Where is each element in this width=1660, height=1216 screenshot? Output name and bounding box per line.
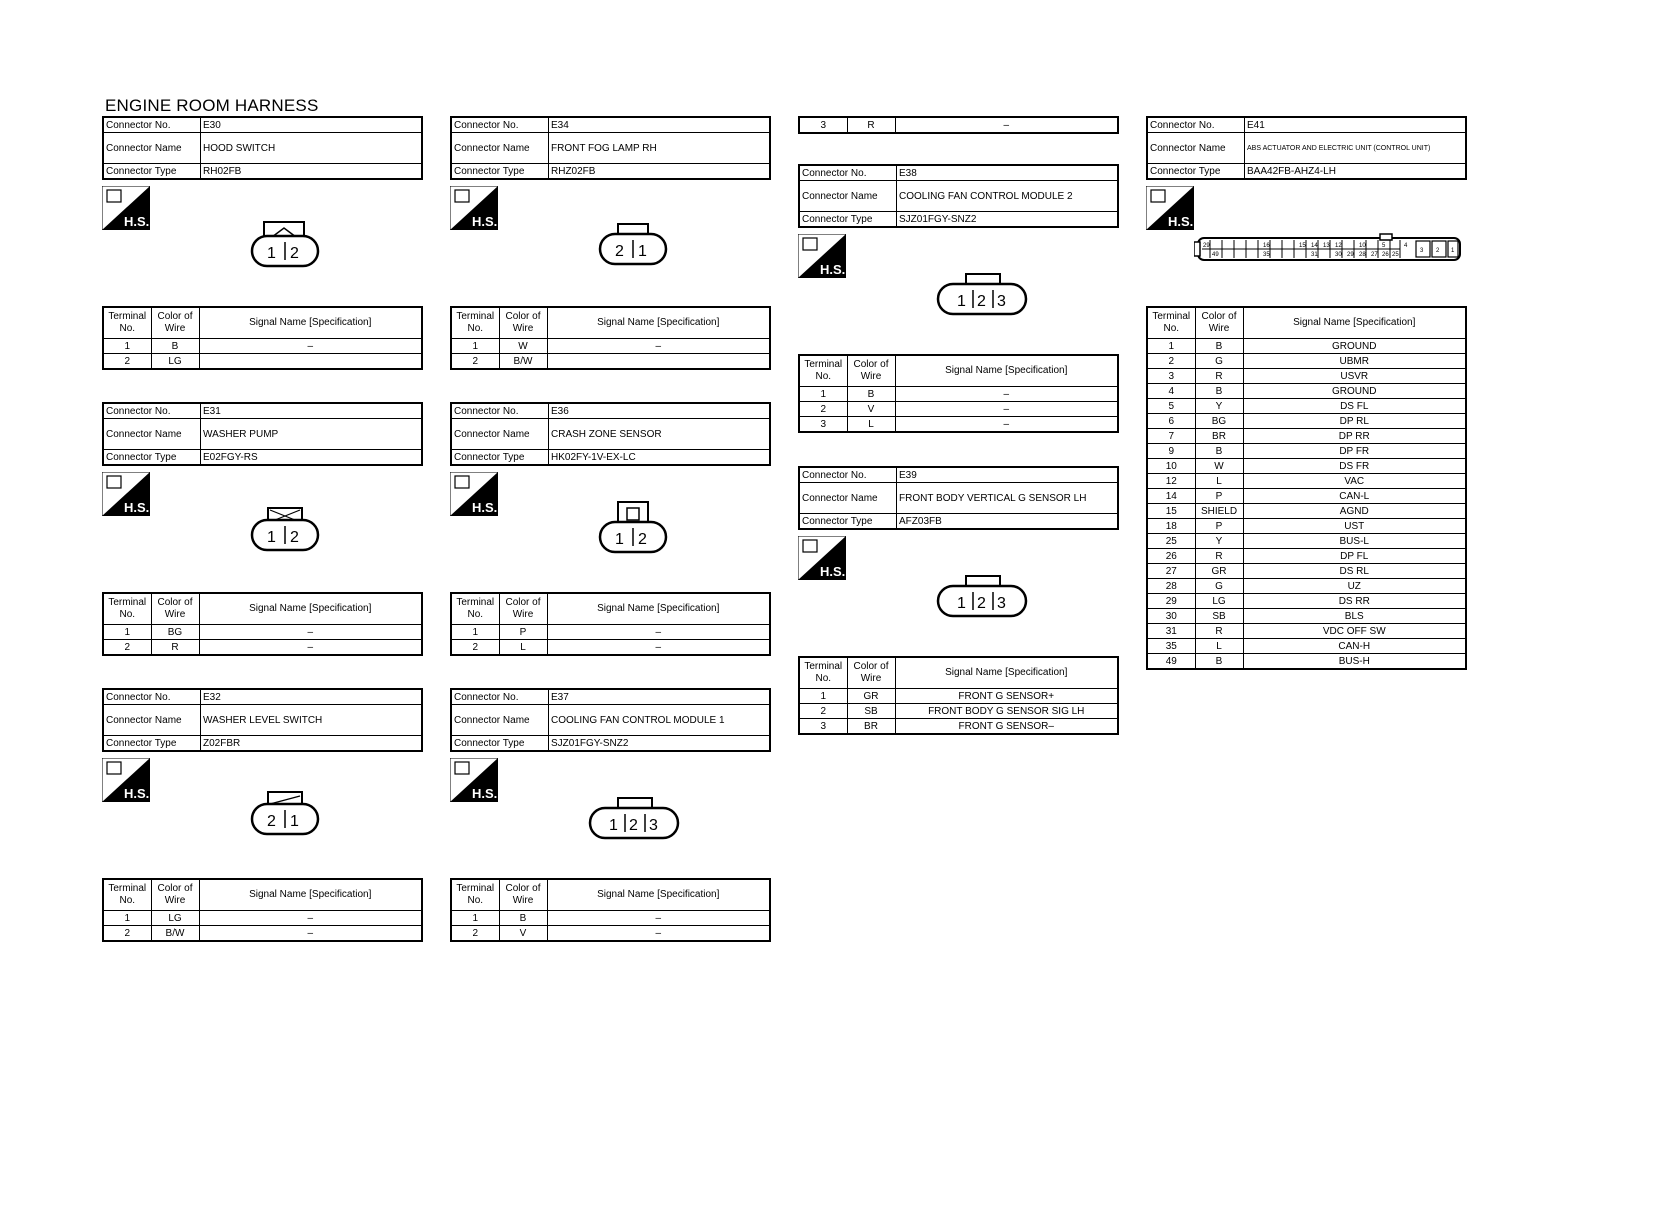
header-signal-name: Signal Name [Specification] <box>547 593 770 625</box>
header-color-of-wire: Color of Wire <box>151 307 199 339</box>
svg-text:2: 2 <box>615 243 624 260</box>
svg-text:2: 2 <box>290 529 299 546</box>
terminal-table-e30 <box>102 306 423 370</box>
connector-face-e36 <box>598 500 670 558</box>
svg-text:H.S.: H.S. <box>820 564 846 579</box>
table-row: 25 Y BUS-L <box>1147 534 1466 549</box>
connector-type-value: AFZ03FB <box>897 514 1119 530</box>
header-signal-name: Signal Name [Specification] <box>547 879 770 911</box>
svg-text:H.S.: H.S. <box>472 214 498 229</box>
svg-text:2: 2 <box>977 293 986 310</box>
table-row: 15 SHIELD AGND <box>1147 504 1466 519</box>
table-row: 12 L VAC <box>1147 474 1466 489</box>
svg-text:5: 5 <box>1382 243 1386 249</box>
svg-text:1: 1 <box>267 529 276 546</box>
table-row: 30 SB BLS <box>1147 609 1466 624</box>
table-row: 2 B/W <box>451 354 770 370</box>
header-color-of-wire: Color of Wire <box>499 879 547 911</box>
hs-connector-icon <box>1146 186 1194 230</box>
terminal-table-e38 <box>798 354 1119 433</box>
table-row: 5 Y DS FL <box>1147 399 1466 414</box>
connector-face-e31 <box>250 506 322 558</box>
svg-text:1: 1 <box>957 595 966 612</box>
svg-text:30: 30 <box>1335 252 1342 258</box>
table-row: 7 BR DP RR <box>1147 429 1466 444</box>
table-row: 1 P – <box>451 625 770 640</box>
terminal-table-e36 <box>450 592 771 656</box>
header-signal-name: Signal Name [Specification] <box>199 307 422 339</box>
connector-name-value: COOLING FAN CONTROL MODULE 2 <box>897 181 1119 212</box>
table-row: 2 LG <box>103 354 422 370</box>
connector-type-value: BAA42FB-AHZ4-LH <box>1245 164 1467 180</box>
label-connector-no: Connector No. <box>103 689 201 705</box>
label-connector-name: Connector Name <box>1147 133 1245 164</box>
svg-text:2: 2 <box>977 595 986 612</box>
svg-text:3: 3 <box>1420 248 1424 254</box>
svg-text:1: 1 <box>609 817 618 834</box>
label-connector-name: Connector Name <box>799 181 897 212</box>
header-color-of-wire: Color of Wire <box>1195 307 1243 339</box>
table-row: 3 R – <box>799 117 1118 133</box>
connector-face-e39 <box>936 574 1030 624</box>
svg-text:H.S.: H.S. <box>124 500 150 515</box>
svg-text:35: 35 <box>1263 252 1270 258</box>
svg-text:2: 2 <box>290 245 299 262</box>
header-signal-name: Signal Name [Specification] <box>1243 307 1466 339</box>
table-row: 1 B – <box>799 387 1118 402</box>
label-connector-name: Connector Name <box>451 133 549 164</box>
label-connector-type: Connector Type <box>1147 164 1245 180</box>
terminal-table-e34 <box>450 306 771 370</box>
svg-text:1: 1 <box>1451 248 1455 254</box>
header-terminal-no: Terminal No. <box>103 307 151 339</box>
header-terminal-no: Terminal No. <box>1147 307 1195 339</box>
connector-name-value: ABS ACTUATOR AND ELECTRIC UNIT (CONTROL UNIT) <box>1245 133 1467 164</box>
header-terminal-no: Terminal No. <box>799 657 847 689</box>
connector-e37 <box>450 688 771 752</box>
label-connector-no: Connector No. <box>451 117 549 133</box>
connector-face-e41 <box>1194 232 1464 266</box>
connector-name-value: HOOD SWITCH <box>201 133 423 164</box>
connector-e32 <box>102 688 423 752</box>
page-title: ENGINE ROOM HARNESS <box>105 96 319 115</box>
table-row: 2 G UBMR <box>1147 354 1466 369</box>
label-connector-no: Connector No. <box>103 403 201 419</box>
table-row: 27 GR DS RL <box>1147 564 1466 579</box>
table-row: 4 B GROUND <box>1147 384 1466 399</box>
header-color-of-wire: Color of Wire <box>847 657 895 689</box>
table-row: 1 W – <box>451 339 770 354</box>
svg-text:2: 2 <box>629 817 638 834</box>
svg-text:28: 28 <box>1359 252 1366 258</box>
hs-connector-icon <box>102 186 150 230</box>
svg-text:3: 3 <box>649 817 658 834</box>
table-row: 6 BG DP RL <box>1147 414 1466 429</box>
svg-text:H.S.: H.S. <box>472 786 498 801</box>
label-connector-name: Connector Name <box>451 419 549 450</box>
label-connector-type: Connector Type <box>103 736 201 752</box>
table-row: 18 P UST <box>1147 519 1466 534</box>
connector-type-value: HK02FY-1V-EX-LC <box>549 450 771 466</box>
table-row: 1 GR FRONT G SENSOR+ <box>799 689 1118 704</box>
terminal-table-e31 <box>102 592 423 656</box>
svg-text:10: 10 <box>1359 243 1366 249</box>
header-terminal-no: Terminal No. <box>103 593 151 625</box>
header-signal-name: Signal Name [Specification] <box>895 657 1118 689</box>
svg-text:1: 1 <box>615 531 624 548</box>
svg-text:1: 1 <box>957 293 966 310</box>
connector-e30 <box>102 116 423 180</box>
svg-text:3: 3 <box>997 293 1006 310</box>
svg-text:27: 27 <box>1371 252 1378 258</box>
svg-text:3: 3 <box>997 595 1006 612</box>
header-terminal-no: Terminal No. <box>451 307 499 339</box>
svg-text:1: 1 <box>267 245 276 262</box>
svg-text:16: 16 <box>1263 243 1270 249</box>
hs-connector-icon <box>450 186 498 230</box>
terminal-table-e39 <box>798 656 1119 735</box>
connector-face-e34 <box>598 222 670 272</box>
table-row: 2 L – <box>451 640 770 656</box>
svg-text:29: 29 <box>1347 252 1354 258</box>
connector-type-value: RH02FB <box>201 164 423 180</box>
connector-no-value: E38 <box>897 165 1119 181</box>
header-color-of-wire: Color of Wire <box>151 879 199 911</box>
connector-type-value: RHZ02FB <box>549 164 771 180</box>
svg-text:H.S.: H.S. <box>472 500 498 515</box>
connector-e31 <box>102 402 423 466</box>
terminal-table-e37 <box>450 878 771 942</box>
connector-type-value: SJZ01FGY-SNZ2 <box>897 212 1119 228</box>
svg-text:25: 25 <box>1392 252 1399 258</box>
table-row: 1 B – <box>103 339 422 354</box>
header-color-of-wire: Color of Wire <box>499 593 547 625</box>
table-row: 9 B DP FR <box>1147 444 1466 459</box>
connector-no-value: E41 <box>1245 117 1467 133</box>
connector-name-value: COOLING FAN CONTROL MODULE 1 <box>549 705 771 736</box>
label-connector-no: Connector No. <box>799 165 897 181</box>
hs-connector-icon <box>102 472 150 516</box>
connector-no-value: E31 <box>201 403 423 419</box>
svg-text:2: 2 <box>1436 248 1440 254</box>
label-connector-name: Connector Name <box>103 419 201 450</box>
table-row: 26 R DP FL <box>1147 549 1466 564</box>
connector-e39 <box>798 466 1119 530</box>
svg-text:2: 2 <box>267 813 276 830</box>
hs-connector-icon <box>102 758 150 802</box>
table-row: 28 G UZ <box>1147 579 1466 594</box>
terminal-table-e37-continued <box>798 116 1119 134</box>
table-row: 1 B – <box>451 911 770 926</box>
label-connector-type: Connector Type <box>103 164 201 180</box>
svg-text:29: 29 <box>1203 243 1210 249</box>
connector-e38 <box>798 164 1119 228</box>
connector-name-value: FRONT BODY VERTICAL G SENSOR LH <box>897 483 1119 514</box>
hs-connector-icon <box>450 472 498 516</box>
label-connector-no: Connector No. <box>799 467 897 483</box>
label-connector-name: Connector Name <box>799 483 897 514</box>
connector-e41 <box>1146 116 1467 180</box>
connector-e36 <box>450 402 771 466</box>
label-connector-type: Connector Type <box>451 164 549 180</box>
svg-text:31: 31 <box>1311 252 1318 258</box>
connector-type-value: E02FGY-RS <box>201 450 423 466</box>
table-row: 3 BR FRONT G SENSOR– <box>799 719 1118 735</box>
connector-no-value: E30 <box>201 117 423 133</box>
connector-name-value: CRASH ZONE SENSOR <box>549 419 771 450</box>
svg-text:15: 15 <box>1299 243 1306 249</box>
svg-text:12: 12 <box>1335 243 1342 249</box>
svg-text:H.S.: H.S. <box>124 786 150 801</box>
table-row: 3 L – <box>799 417 1118 433</box>
svg-text:14: 14 <box>1311 243 1318 249</box>
header-signal-name: Signal Name [Specification] <box>895 355 1118 387</box>
connector-no-value: E39 <box>897 467 1119 483</box>
header-terminal-no: Terminal No. <box>451 879 499 911</box>
table-row: 1 B GROUND <box>1147 339 1466 354</box>
connector-name-value: FRONT FOG LAMP RH <box>549 133 771 164</box>
table-row: 10 W DS FR <box>1147 459 1466 474</box>
table-row: 2 V – <box>799 402 1118 417</box>
table-row: 2 V – <box>451 926 770 942</box>
header-signal-name: Signal Name [Specification] <box>199 593 422 625</box>
svg-text:1: 1 <box>638 243 647 260</box>
header-color-of-wire: Color of Wire <box>847 355 895 387</box>
label-connector-no: Connector No. <box>451 403 549 419</box>
hs-connector-icon <box>450 758 498 802</box>
svg-text:H.S.: H.S. <box>1168 214 1194 229</box>
table-row: 1 BG – <box>103 625 422 640</box>
hs-connector-icon <box>798 234 846 278</box>
table-row: 14 P CAN-L <box>1147 489 1466 504</box>
header-signal-name: Signal Name [Specification] <box>199 879 422 911</box>
table-row: 2 B/W – <box>103 926 422 942</box>
connector-name-value: WASHER LEVEL SWITCH <box>201 705 423 736</box>
label-connector-name: Connector Name <box>451 705 549 736</box>
connector-face-e37 <box>588 796 682 846</box>
svg-text:H.S.: H.S. <box>124 214 150 229</box>
hs-connector-icon <box>798 536 846 580</box>
connector-no-value: E36 <box>549 403 771 419</box>
connector-face-e38 <box>936 272 1030 322</box>
connector-name-value: WASHER PUMP <box>201 419 423 450</box>
label-connector-name: Connector Name <box>103 705 201 736</box>
header-terminal-no: Terminal No. <box>451 593 499 625</box>
label-connector-name: Connector Name <box>103 133 201 164</box>
svg-text:13: 13 <box>1323 243 1330 249</box>
label-connector-type: Connector Type <box>451 450 549 466</box>
terminal-table-e32 <box>102 878 423 942</box>
table-row: 2 SB FRONT BODY G SENSOR SIG LH <box>799 704 1118 719</box>
table-row: 31 R VDC OFF SW <box>1147 624 1466 639</box>
table-row: 49 B BUS-H <box>1147 654 1466 670</box>
connector-info-table <box>102 116 423 180</box>
svg-text:26: 26 <box>1382 252 1389 258</box>
connector-e34 <box>450 116 771 180</box>
header-terminal-no: Terminal No. <box>103 879 151 911</box>
connector-no-value: E34 <box>549 117 771 133</box>
label-connector-type: Connector Type <box>451 736 549 752</box>
label-connector-type: Connector Type <box>799 212 897 228</box>
label-connector-type: Connector Type <box>103 450 201 466</box>
connector-type-value: Z02FBR <box>201 736 423 752</box>
label-connector-no: Connector No. <box>103 117 201 133</box>
table-row: 35 L CAN-H <box>1147 639 1466 654</box>
svg-text:H.S.: H.S. <box>820 262 846 277</box>
header-color-of-wire: Color of Wire <box>499 307 547 339</box>
connector-type-value: SJZ01FGY-SNZ2 <box>549 736 771 752</box>
connector-face-e32 <box>250 790 322 842</box>
table-row: 29 LG DS RR <box>1147 594 1466 609</box>
connector-no-value: E32 <box>201 689 423 705</box>
connector-face-e30 <box>250 218 322 274</box>
header-color-of-wire: Color of Wire <box>151 593 199 625</box>
label-connector-no: Connector No. <box>451 689 549 705</box>
svg-text:1: 1 <box>290 813 299 830</box>
terminal-table-e41 <box>1146 306 1467 670</box>
table-row: 3 R USVR <box>1147 369 1466 384</box>
svg-text:49: 49 <box>1212 252 1219 258</box>
table-row: 2 R – <box>103 640 422 656</box>
header-terminal-no: Terminal No. <box>799 355 847 387</box>
label-connector-type: Connector Type <box>799 514 897 530</box>
svg-text:4: 4 <box>1404 243 1408 249</box>
header-signal-name: Signal Name [Specification] <box>547 307 770 339</box>
connector-no-value: E37 <box>549 689 771 705</box>
label-connector-no: Connector No. <box>1147 117 1245 133</box>
table-row: 1 LG – <box>103 911 422 926</box>
svg-text:2: 2 <box>638 531 647 548</box>
